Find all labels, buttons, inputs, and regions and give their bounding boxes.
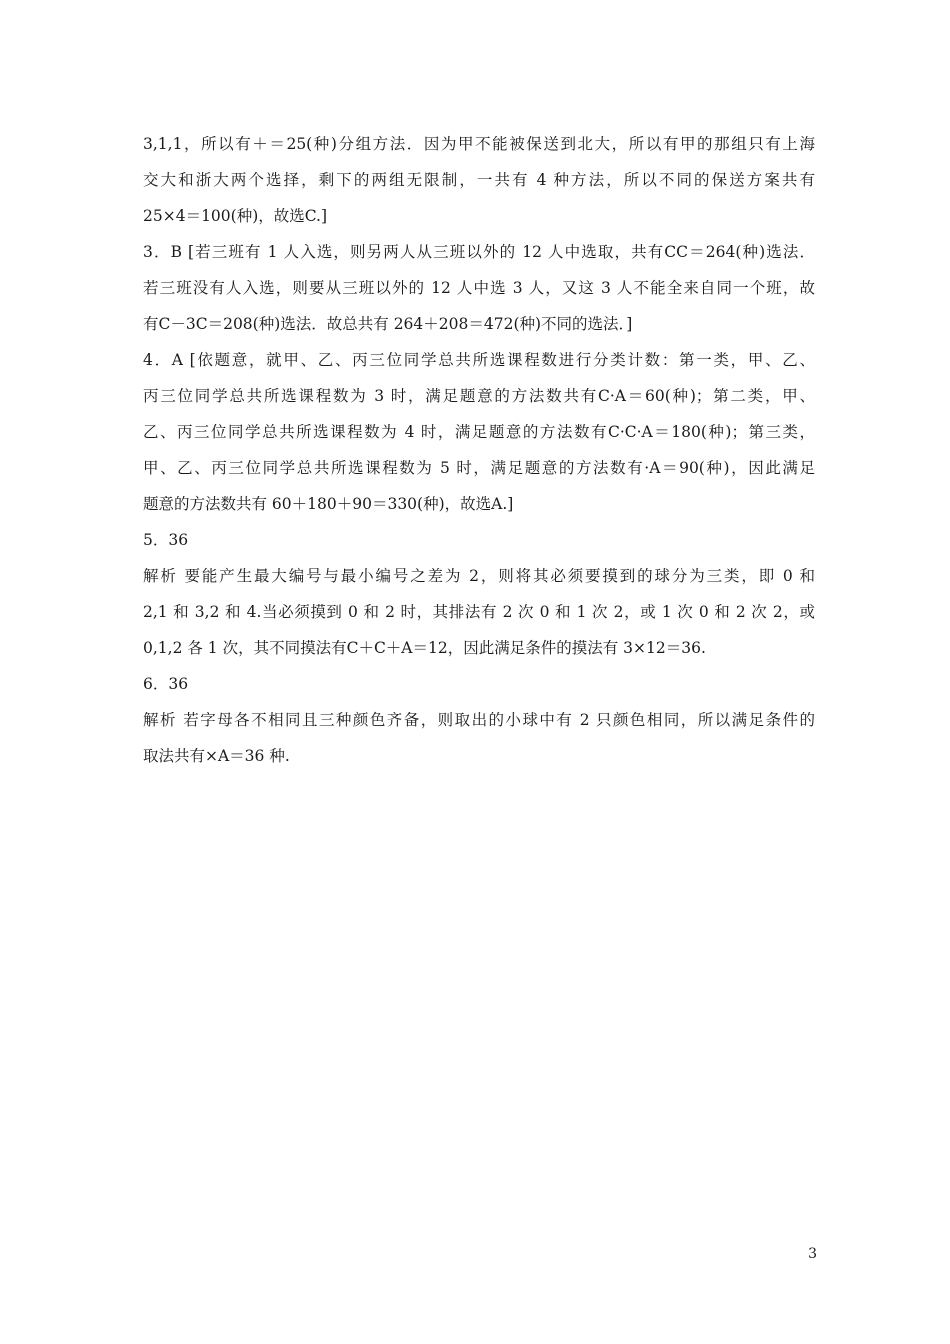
text-line: 4．A [依题意，就甲、乙、丙三位同学总共所选课程数进行分类计数：第一类，甲、乙、	[143, 351, 815, 369]
text-line: 解析 若字母各不相同且三种颜色齐备，则取出的小球中有 2 只颜色相同，所以满足条件的	[143, 711, 815, 729]
text-line: 2,1 和 3,2 和 4.当必须摸到 0 和 2 时，其排法有 2 次 0 和 1 次 2，或 1 次 0 和 2 次 2，或	[143, 603, 815, 621]
text-line: 3．B [若三班有 1 人入选，则另两人从三班以外的 12 人中选取，共有CC＝264(种)选法．	[143, 243, 815, 261]
text-line: 甲、乙、丙三位同学总共所选课程数为 5 时，满足题意的方法数有·A＝90(种)，因此满足	[143, 459, 815, 477]
text-line: 交大和浙大两个选择，剩下的两组无限制，一共有 4 种方法，所以不同的保送方案共有	[143, 171, 815, 189]
text-line: 有C－3C＝208(种)选法．故总共有 264＋208＝472(种)不同的选法．]	[143, 315, 633, 333]
page-number: 3	[808, 1246, 817, 1262]
text-line: 3,1,1，所以有＋＝25(种)分组方法．因为甲不能被保送到北大，所以有甲的那组只有上海	[143, 135, 815, 153]
text-line: 0,1,2 各 1 次，其不同摸法有C＋C＋A＝12，因此满足条件的摸法有 3×12＝36.	[143, 639, 706, 657]
text-line: 若三班没有人入选，则要从三班以外的 12 人中选 3 人，又这 3 人不能全来自同一个班，故	[143, 279, 815, 297]
text-line: 6．36	[143, 675, 189, 693]
text-line: 题意的方法数共有 60＋180＋90＝330(种)，故选A.]	[143, 495, 514, 513]
text-line: 解析 要能产生最大编号与最小编号之差为 2，则将其必须要摸到的球分为三类，即 0 和	[143, 567, 815, 585]
answer-text-body	[143, 126, 815, 774]
text-line: 丙三位同学总共所选课程数为 3 时，满足题意的方法数共有C·A＝60(种)；第二类，甲、	[143, 387, 815, 405]
text-line: 乙、丙三位同学总共所选课程数为 4 时，满足题意的方法数有C·C·A＝180(种)；第三类，	[143, 423, 815, 441]
text-line: 5．36	[143, 531, 189, 549]
text-line: 25×4＝100(种)，故选C.]	[143, 207, 328, 225]
text-line: 取法共有×A＝36 种.	[143, 747, 290, 765]
